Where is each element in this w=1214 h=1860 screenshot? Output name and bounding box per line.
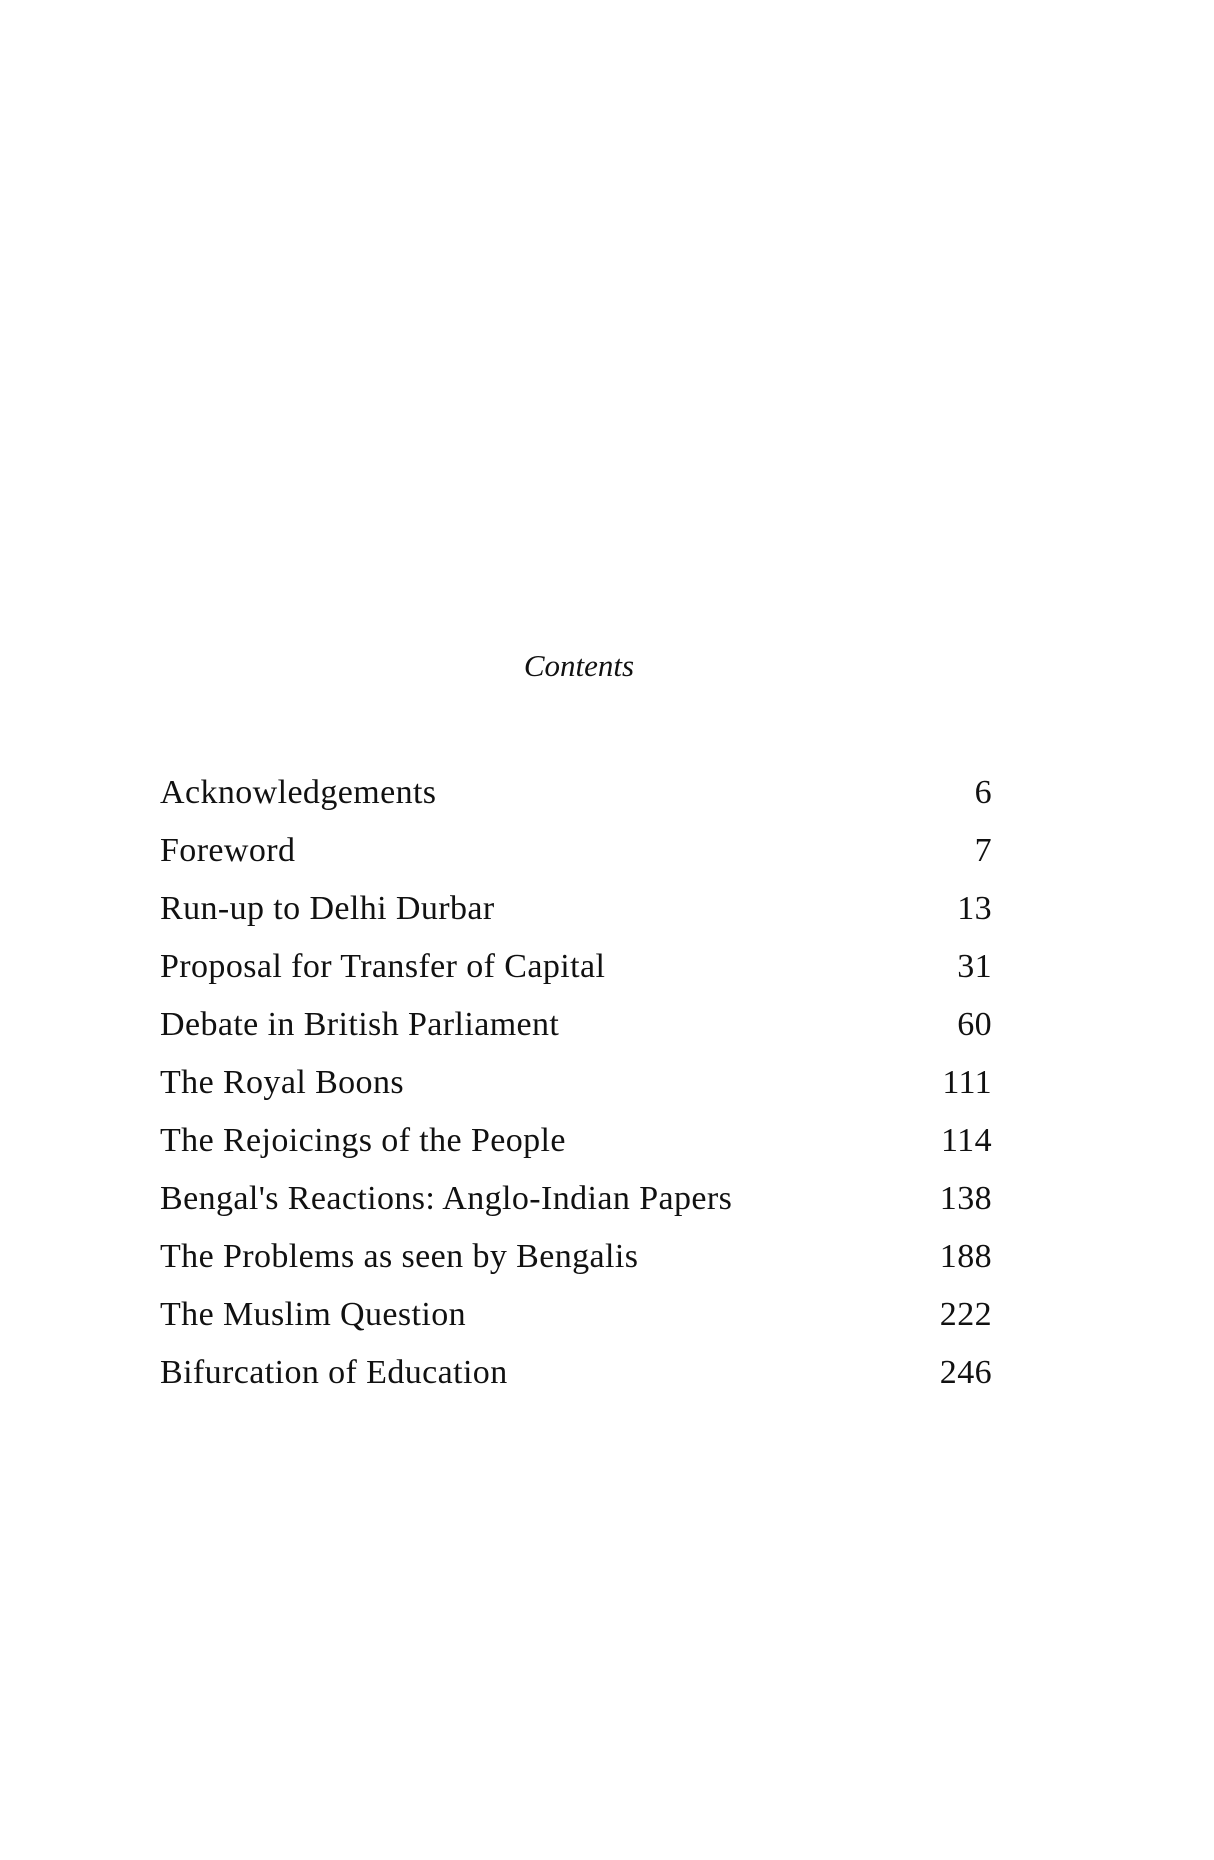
entry-title: The Rejoicings of the People [160,1122,566,1159]
toc-entry [160,822,992,880]
page-title: Contents [523,648,635,683]
entry-page: 7 [974,832,992,869]
toc-entry [160,1112,992,1170]
toc-entry [160,1286,992,1344]
entry-title: Foreword [160,832,296,869]
entry-title: Bifurcation of Education [160,1354,508,1391]
toc-entry [160,996,992,1054]
entry-page: 31 [957,948,992,985]
entry-page: 60 [957,1006,992,1043]
toc-entry [160,938,992,996]
toc-entry [160,1228,992,1286]
toc-entry [160,1054,992,1112]
entry-page: 6 [974,774,992,811]
entry-page: 114 [941,1122,992,1159]
toc-entry [160,1170,992,1228]
entry-page: 222 [939,1296,992,1333]
entry-title: Acknowledgements [160,774,437,811]
entry-title: The Problems as seen by Bengalis [160,1238,639,1275]
table-of-contents [160,764,992,1402]
toc-entry [160,880,992,938]
toc-entry [160,1344,992,1402]
entry-title: Bengal's Reactions: Anglo-Indian Papers [160,1180,733,1217]
entry-title: Debate in British Parliament [160,1006,560,1043]
entry-page: 111 [942,1064,992,1101]
entry-page: 246 [939,1354,992,1391]
entry-page: 188 [939,1238,992,1275]
entry-page: 138 [939,1180,992,1217]
entry-title: The Muslim Question [160,1296,467,1333]
entry-title: The Royal Boons [160,1064,404,1101]
toc-entry [160,764,992,822]
entry-title: Proposal for Transfer of Capital [160,948,606,985]
entry-page: 13 [957,890,992,927]
entry-title: Run-up to Delhi Durbar [160,890,495,927]
